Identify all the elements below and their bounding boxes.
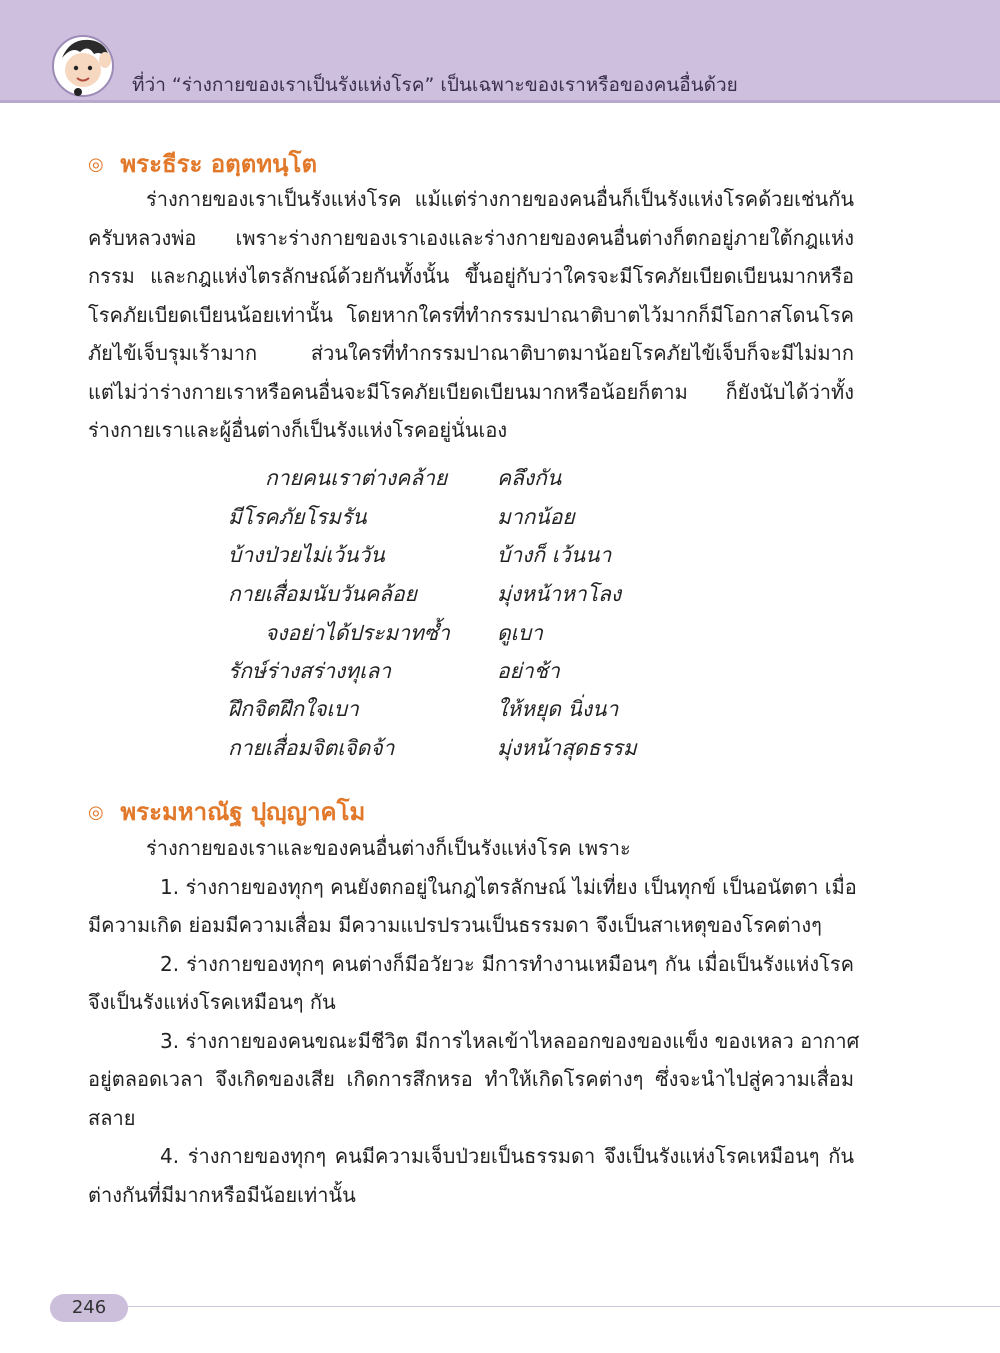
- page-number: 246: [71, 1297, 107, 1318]
- poem-left: ฝึกจิตฝึกใจเบา: [228, 697, 359, 721]
- list-item-line: 3. ร่างกายของคนขณะมีชีวิต มีการไหลเข้าไหลออกของของแข็ง ของเหลว อากาศ: [160, 1028, 860, 1053]
- poem-right: มากน้อย: [497, 505, 575, 529]
- poem-left: กายคนเราต่างคล้าย: [265, 466, 448, 490]
- poem-left: มีโรคภัยโรมรัน: [228, 505, 367, 529]
- section1-heading: [88, 144, 317, 183]
- poem-left: จงอย่าได้ประมาทซ้ำ: [265, 621, 450, 645]
- section2-title: พระมหาณัฐ ปุญฺญาคโม: [120, 798, 366, 826]
- page-number-badge: [50, 1294, 128, 1322]
- paragraph-line: ครับหลวงพ่อ เพราะร่างกายของเราเองและร่างกายของคนอื่นต่างก็ตกอยู่ภายใต้กฎแห่ง: [88, 225, 854, 250]
- paragraph-line: กรรม และกฎแห่งไตรลักษณ์ด้วยกันทั้งนั้น ขึ้นอยู่กับว่าใครจะมีโรคภัยเบียดเบียนมากหรือ: [88, 264, 854, 288]
- intro-line: ร่างกายของเราและของคนอื่นต่างก็เป็นรังแห่งโรค เพราะ: [146, 836, 631, 860]
- footer-rule: [100, 1306, 1000, 1307]
- bullet-icon: ◎: [88, 802, 104, 823]
- section1-title: พระธีระ อตฺตทนฺโต: [120, 150, 318, 178]
- list-item-line: มีความเกิด ย่อมมีความเสื่อม มีความแปรปรวนเป็นธรรมดา จึงเป็นสาเหตุของโรคต่างๆ: [88, 913, 822, 937]
- list-item-line: ต่างกันที่มีมากหรือมีน้อยเท่านั้น: [88, 1182, 356, 1207]
- section2-paragraph: [88, 829, 860, 1214]
- poem-right: อย่าช้า: [497, 659, 560, 683]
- header-question: ที่ว่า “ร่างกายของเราเป็นรังแห่งโรค” เป็นเฉพาะของเราหรือของคนอื่นด้วย: [132, 74, 738, 96]
- list-item-line: สลาย: [88, 1105, 136, 1130]
- list-item-line: 1. ร่างกายของทุกๆ คนยังตกอยู่ในกฎไตรลักษณ์ ไม่เที่ยง เป็นทุกข์ เป็นอนัตตา เมื่อ: [160, 874, 857, 899]
- list-item-line: จึงเป็นรังแห่งโรคเหมือนๆ กัน: [88, 990, 336, 1014]
- poem-right: ดูเบา: [497, 621, 543, 645]
- section1-paragraph: [88, 180, 854, 450]
- list-item-line: 2. ร่างกายของทุกๆ คนต่างก็มีอวัยวะ มีการทำงานเหมือนๆ กัน เมื่อเป็นรังแห่งโรค: [160, 951, 854, 976]
- poem-left: รักษ์ร่างสร่างทุเลา: [228, 659, 391, 683]
- poem-left: กายเสื่อมจิตเจิดจ้า: [228, 736, 395, 760]
- paragraph-line: โรคภัยเบียดเบียนน้อยเท่านั้น โดยหากใครที่ทำกรรมปาณาติบาตไว้มากก็มีโอกาสโดนโรค: [88, 302, 854, 327]
- paragraph-line: ภัยไข้เจ็บรุมเร้ามาก ส่วนใครที่ทำกรรมปาณาติบาตมาน้อยโรคภัยไข้เจ็บก็จะมีไม่มาก: [88, 341, 854, 365]
- list-item-line: อยู่ตลอดเวลา จึงเกิดของเสีย เกิดการสึกหรอ ทำให้เกิดโรคต่างๆ ซึ่งจะนำไปสู่ความเสื่อม: [88, 1067, 854, 1091]
- header-divider: [0, 100, 1000, 103]
- section2-heading: [88, 792, 365, 831]
- bullet-icon: ◎: [88, 154, 104, 175]
- poem-right: คลึงกัน: [497, 466, 562, 490]
- paragraph-line: ร่างกายเราและผู้อื่นต่างก็เป็นรังแห่งโรคอยู่นั่นเอง: [88, 418, 508, 442]
- poem-right: มุ่งหน้าสุดธรรม: [497, 736, 637, 760]
- paragraph-line: แต่ไม่ว่าร่างกายเราหรือคนอื่นจะมีโรคภัยเบียดเบียนมากหรือน้อยก็ตาม ก็ยังนับได้ว่าทั้ง: [88, 379, 854, 404]
- poem-left: บ้างป่วยไม่เว้นวัน: [228, 543, 385, 567]
- poem-right: มุ่งหน้าหาโลง: [497, 582, 622, 606]
- list-item-line: 4. ร่างกายของทุกๆ คนมีความเจ็บป่วยเป็นธรรมดา จึงเป็นรังแห่งโรคเหมือนๆ กัน: [160, 1144, 854, 1168]
- poem-left: กายเสื่อมนับวันคล้อย: [228, 582, 417, 606]
- mascot-icon: [50, 32, 120, 98]
- poem-right: ให้หยุด นิ่งนา: [497, 697, 619, 721]
- poem-right: บ้างก็ เว้นนา: [497, 543, 612, 567]
- paragraph-line: ร่างกายของเราเป็นรังแห่งโรค แม้แต่ร่างกายของคนอื่นก็เป็นรังแห่งโรคด้วยเช่นกัน: [146, 187, 854, 211]
